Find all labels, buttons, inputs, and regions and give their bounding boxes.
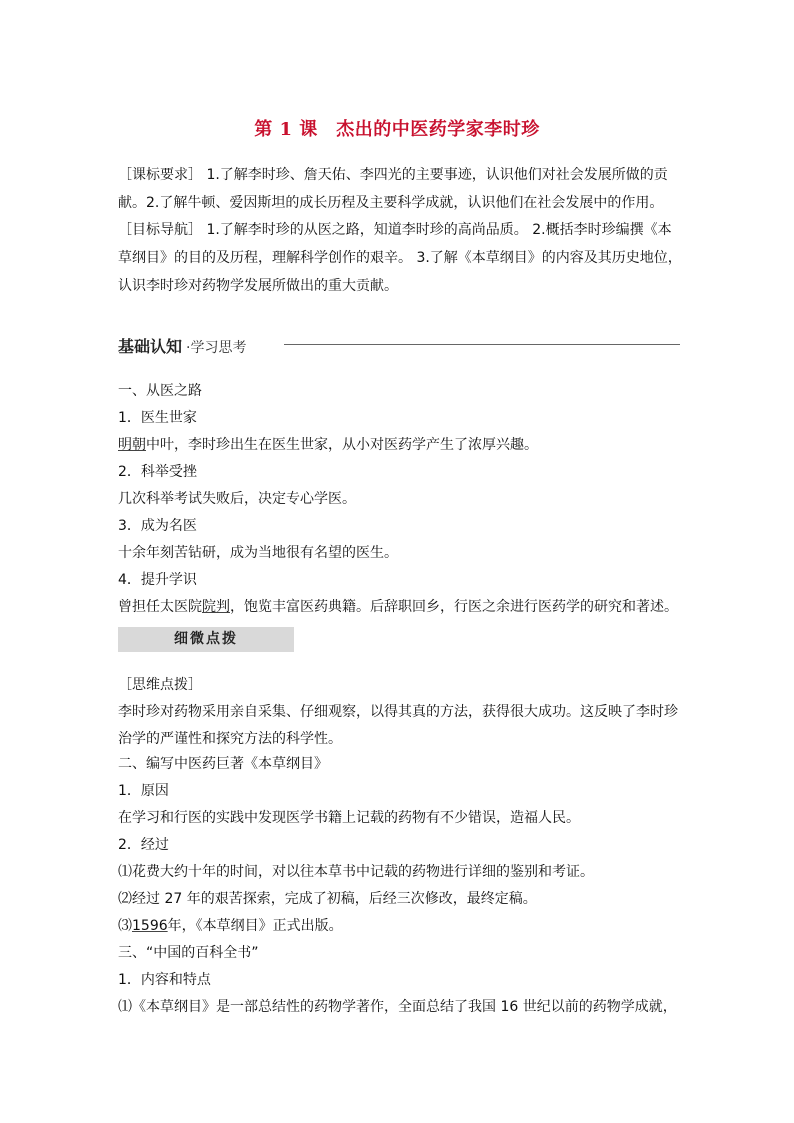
underlined-term: 明朝 [118, 437, 146, 453]
part1-item-title: 4．提升学识 [118, 572, 197, 588]
goals-line: ［目标导航］ 1.了解李时珍的从医之路，知道李时珍的高尚品质。 2.概括李时珍编撰《本 [118, 222, 672, 238]
goals-line: 认识李时珍对药物学发展所做出的重大贡献。 [118, 278, 398, 294]
part2-item-title: 1．原因 [118, 783, 169, 799]
part1-item-text: 几次科举考试失败后，决定专心学医。 [118, 491, 356, 507]
section-divider [284, 344, 680, 345]
requirements-line: ［课标要求］ 1.了解李时珍、詹天佑、李四光的主要事迹，认识他们对社会发展所做的贡 [118, 167, 668, 183]
underlined-term: 院判 [202, 599, 230, 615]
part1-item-title: 3．成为名医 [118, 518, 197, 534]
thinking-text: 李时珍对药物采用亲自采集、仔细观察，以得其真的方法，获得很大成功。这反映了李时珍 [118, 704, 678, 720]
thinking-label: ［思维点拨］ [118, 677, 202, 693]
lesson-title: 第 1 课 杰出的中医药学家李时珍 [254, 119, 540, 140]
text-segment: ⑶ [118, 918, 132, 934]
part2-heading: 二、编写中医药巨著《本草纲目》 [118, 756, 328, 772]
section-header-main: 基础认知 [118, 337, 183, 356]
text-segment: 曾担任太医院 [118, 599, 202, 615]
part1-item-title: 2．科举受挫 [118, 464, 197, 480]
part3-heading: 三、“中国的百科全书” [118, 945, 259, 961]
requirements-line: 献。2.了解牛顿、爱因斯坦的成长历程及主要科学成就，认识他们在社会发展中的作用。 [118, 195, 664, 211]
part1-heading: 一、从医之路 [118, 383, 202, 399]
part3-item-text: ⑴《本草纲目》是一部总结性的药物学著作，全面总结了我国 16 世纪以前的药物学成就， [118, 999, 677, 1015]
part3-item-title: 1．内容和特点 [118, 972, 211, 988]
part1-item-text [118, 597, 678, 617]
section-header-sub: ·学习思考 [186, 340, 247, 356]
part2-item-text [118, 916, 343, 936]
part1-item-text: 十余年刻苦钻研，成为当地很有名望的医生。 [118, 545, 398, 561]
part1-item-title: 1．医生世家 [118, 410, 197, 426]
part2-item-title: 2．经过 [118, 837, 169, 853]
part2-item-text: 在学习和行医的实践中发现医学书籍上记载的药物有不少错误，造福人民。 [118, 810, 580, 826]
underlined-year: 1596 [132, 918, 168, 934]
part2-item-text: ⑵经过 27 年的艰苦探索，完成了初稿，后经三次修改，最终定稿。 [118, 891, 537, 907]
detail-tip-bar: 细微点拨 [118, 627, 294, 652]
part1-item-text [118, 435, 538, 455]
text-segment: 中叶，李时珍出生在医生世家，从小对医药学产生了浓厚兴趣。 [146, 437, 538, 453]
part2-item-text: ⑴花费大约十年的时间，对以往本草书中记载的药物进行详细的鉴别和考证。 [118, 864, 594, 880]
section-header [118, 334, 680, 354]
text-segment: 年，《本草纲目》正式出版。 [167, 918, 343, 934]
text-segment: ，饱览丰富医药典籍。后辞职回乡，行医之余进行医药学的研究和著述。 [230, 599, 678, 615]
goals-line: 草纲目》的目的及历程，理解科学创作的艰辛。 3.了解《本草纲目》的内容及其历史地位， [118, 250, 682, 266]
thinking-text: 治学的严谨性和探究方法的科学性。 [118, 731, 342, 747]
